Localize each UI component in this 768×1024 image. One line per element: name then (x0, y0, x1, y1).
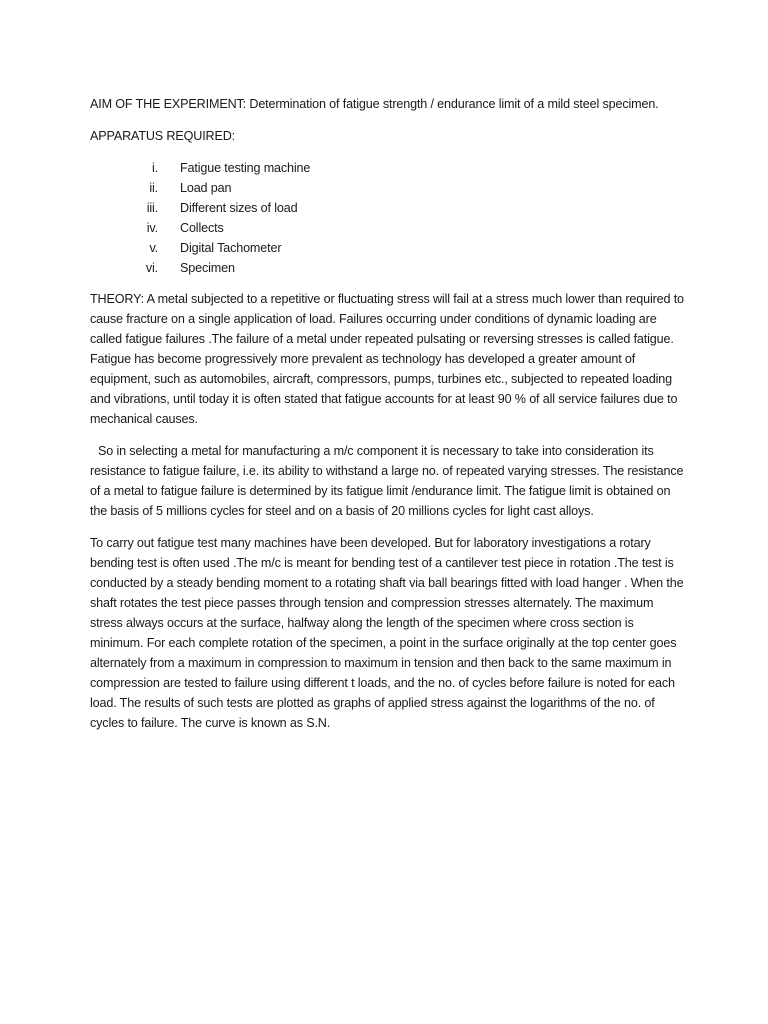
aim-text: Determination of fatigue strength / endurance limit of a mild steel specimen. (249, 97, 659, 111)
list-item-text: Specimen (180, 261, 235, 275)
theory-paragraph-2: So in selecting a metal for manufacturing a m/c component it is necessary to take into consideration its resistance to fatigue failure, i.e. its ability to withstand a large no. of repeated varying stresses. The resistance of a metal to fatigue failure is determined by its fatigue limit /endurance limit. The fatigue limit is obtained on the basis of 5 millions cycles for steel and on a basis of 20 millions cycles for light cast alloys. (90, 444, 684, 518)
list-numeral: iv. (146, 221, 158, 235)
theory-label: THEORY: (90, 292, 145, 306)
list-item (90, 178, 684, 198)
theory-paragraph-1 (90, 289, 684, 429)
apparatus-list (90, 158, 684, 278)
list-item (90, 198, 684, 218)
list-item-text: Collects (180, 221, 224, 235)
list-item (90, 158, 684, 178)
list-numeral: ii. (149, 181, 158, 195)
aim-paragraph (90, 94, 684, 114)
list-item (90, 238, 684, 258)
apparatus-heading: APPARATUS REQUIRED: (90, 129, 236, 143)
list-item-text: Fatigue testing machine (180, 161, 311, 175)
list-numeral: i. (152, 161, 158, 175)
list-numeral: v. (149, 241, 158, 255)
list-item-text: Different sizes of load (180, 201, 298, 215)
list-numeral: vi. (145, 261, 158, 275)
theory-paragraph-3: To carry out fatigue test many machines have been developed. But for laboratory investigations a rotary bending test is often used .The m/c is meant for bending test of a cantilever test piece in rotation .The test is conducted by a steady bending moment to a rotating shaft via ball bearings fitted with load hanger . When the shaft rotates the test piece passes through tension and compression stresses alternately. The maximum stress always occurs at the surface, halfway along the length of the specimen where cross section is minimum. For each complete rotation of the specimen, a point in the surface originally at the top center goes alternately from a maximum in compression to maximum in tension and then back to the same maximum in compression are tested to failure using different t loads, and the no. of cycles before failure is noted for each load. The results of such tests are plotted as graphs of applied stress against the logarithms of the no. of cycles to failure. The curve is known as S.N. (90, 536, 684, 730)
theory-text-1: A metal subjected to a repetitive or fluctuating stress will fail at a stress much lower than required to cause fracture on a single application of load. Failures occurring under conditions of dynamic loading are called fatigue failures .The failure of a metal under repeated pulsating or reversing stresses is called fatigue. Fatigue has become progressively more prevalent as technology has developed a greater amount of equipment, such as automobiles, aircraft, compressors, pumps, turbines etc., subjected to repeated loading and vibrations, until today it is often stated that fatigue accounts for at least 90 % of all service failures due to mechanical causes. (90, 292, 684, 426)
list-item-text: Load pan (180, 181, 232, 195)
list-item (90, 258, 684, 278)
list-item (90, 218, 684, 238)
document-page (90, 94, 684, 745)
list-item-text: Digital Tachometer (180, 241, 282, 255)
list-numeral: iii. (146, 201, 158, 215)
aim-label: AIM OF THE EXPERIMENT: (90, 97, 247, 111)
